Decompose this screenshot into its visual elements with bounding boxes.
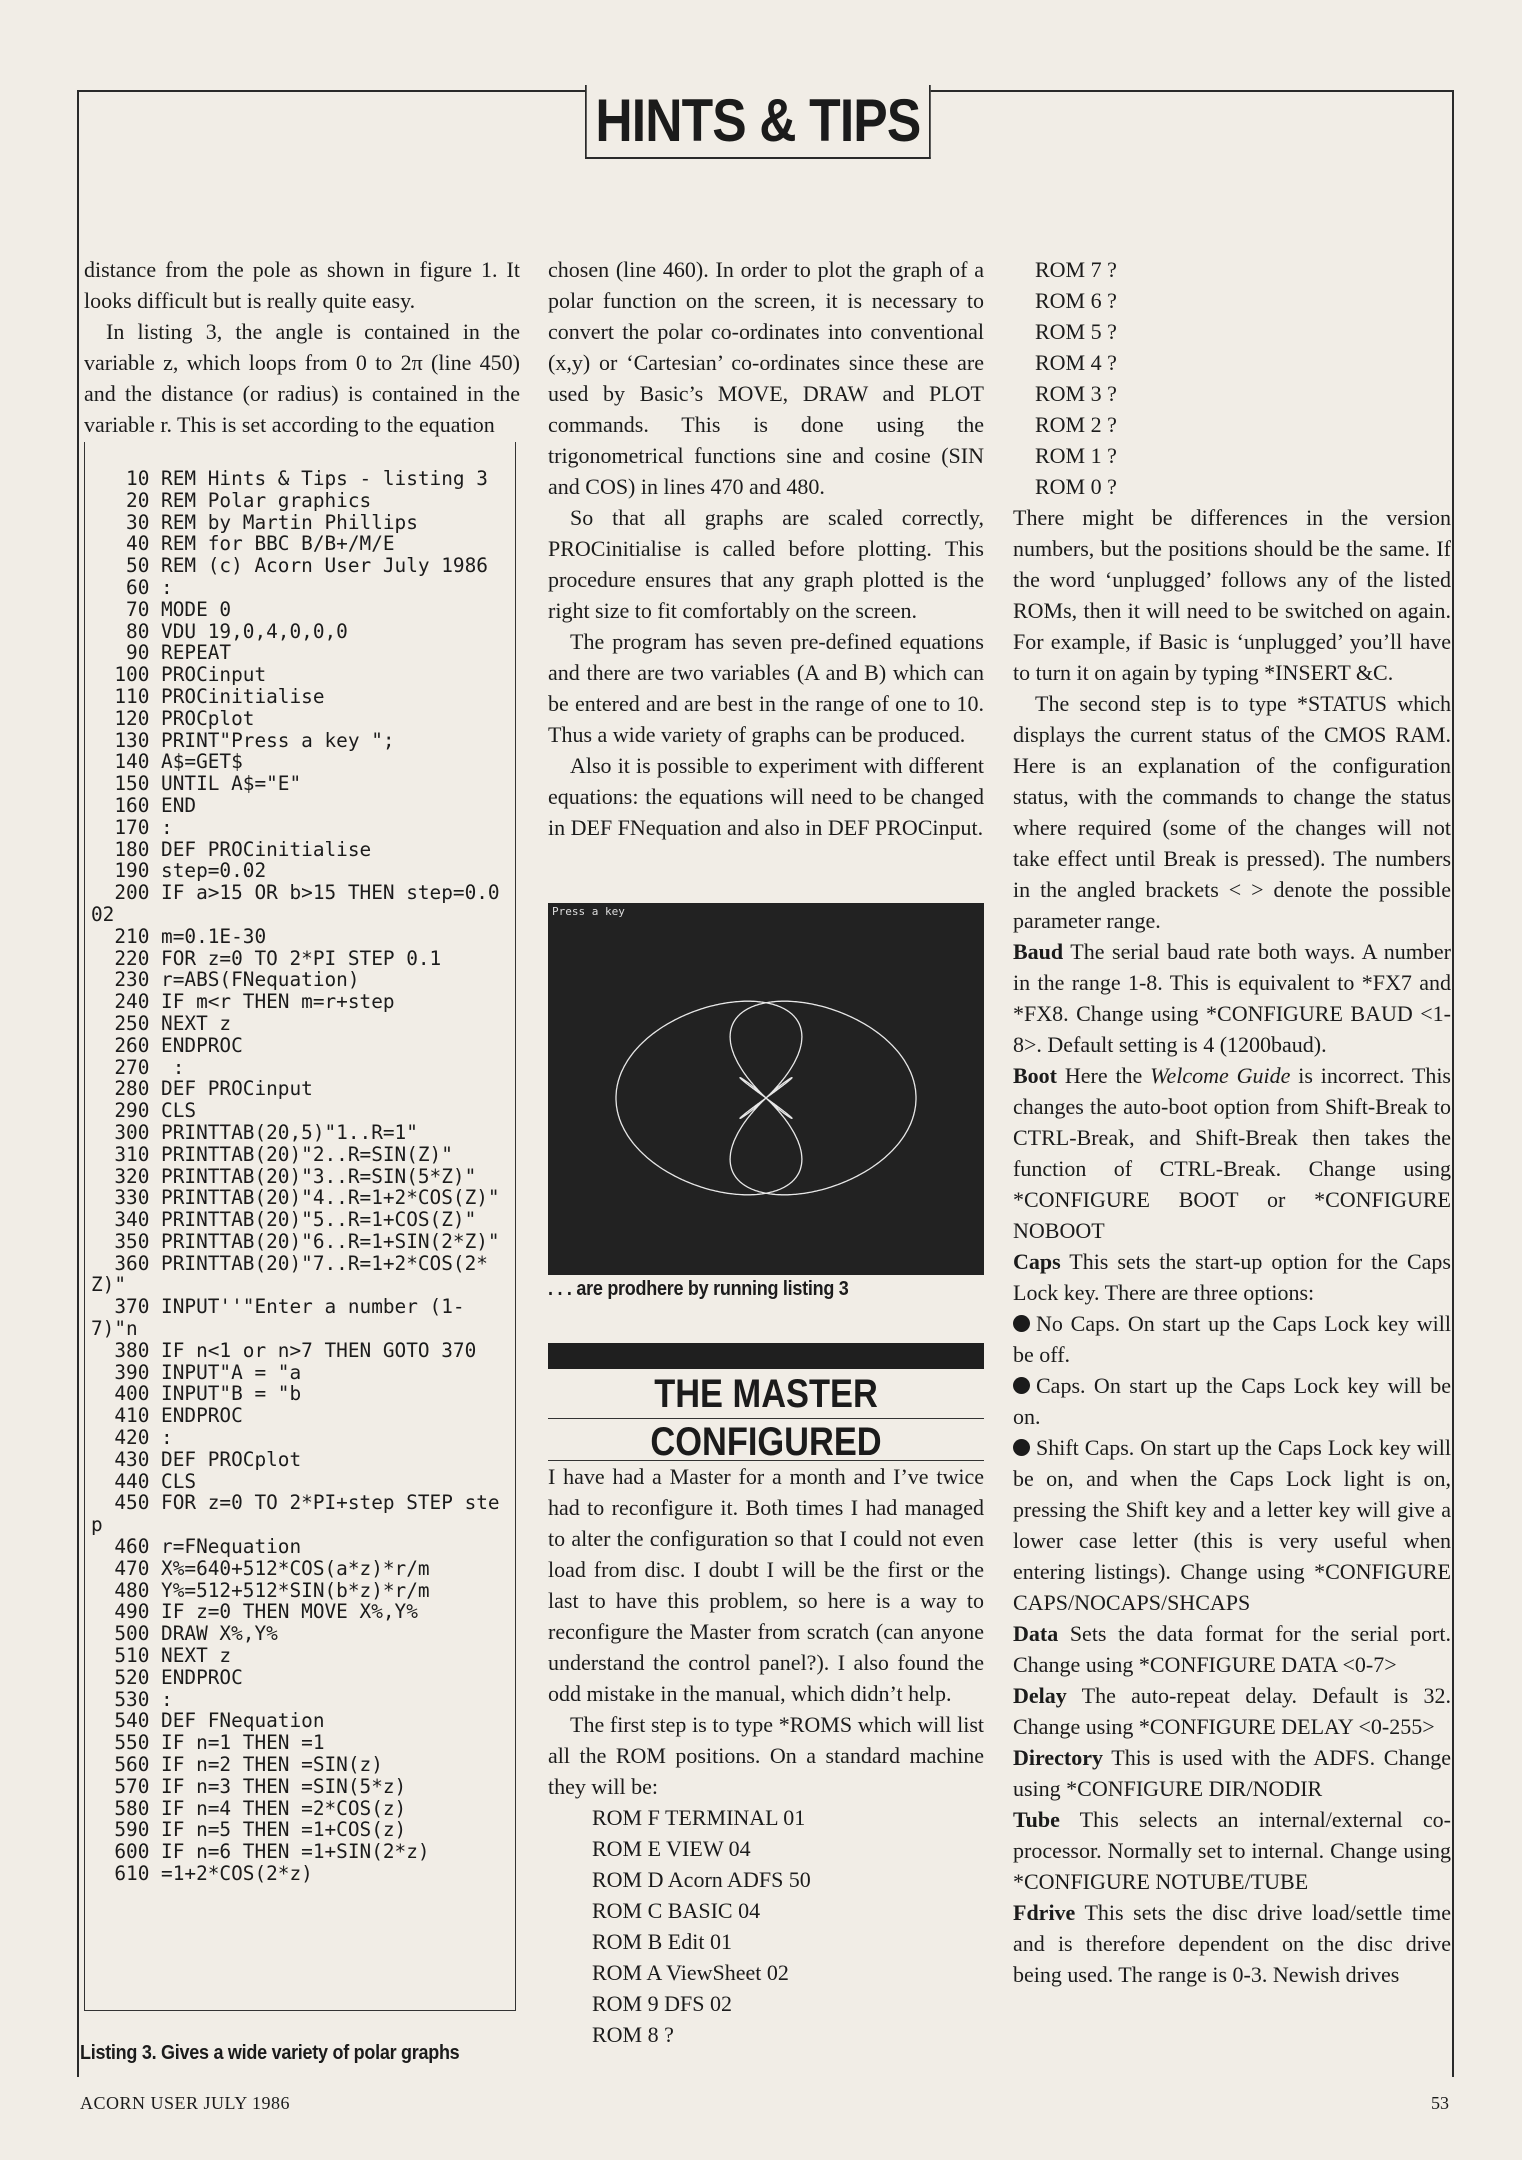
config-item-delay	[1013, 1680, 1451, 1742]
screen-prompt-text: Press a key	[552, 905, 625, 918]
footer-publication: ACORN USER JULY 1986	[80, 2093, 291, 2113]
rom-list-item: ROM 3 ?	[1035, 381, 1117, 406]
section-rule-bar	[548, 1343, 984, 1369]
code-listing-text: 10 REM Hints & Tips - listing 3 20 REM Polar graphics 30 REM by Martin Phillips 40 REM for BBC B/B+/M/E 50 REM (c) Acorn User July 1986 60 : 70 MODE 0 80 VDU 19,0,4,0,0,0 90 REPEAT 100 PROCinput 110 PROCinitialise 120 PROCplot 130 PRINT"Press a key "; 140 A$=GET$ 150 UNTIL A$="E" 160 END 170 : 180 DEF PROCinitialise 190 step=0.02 200 IF a>15 OR b>15 THEN step=0.002 210 m=0.1E-30 220 FOR z=0 TO 2*PI STEP 0.1 230 r=ABS(FNequation) 240 IF m<r THEN m=r+step 250 NEXT z 260 ENDPROC 270 : 280 DEF PROCinput 290 CLS 300 PRINTTAB(20,5)"1..R=1" 310 PRINTTAB(20)"2..R=SIN(Z)" 320 PRINTTAB(20)"3..R=SIN(5*Z)" 330 PRINTTAB(20)"4..R=1+2*COS(Z)" 340 PRINTTAB(20)"5..R=1+COS(Z)" 350 PRINTTAB(20)"6..R=1+SIN(2*Z)" 360 PRINTTAB(20)"7..R=1+2*COS(2*Z)" 370 INPUT''"Enter a number (1-7)"n 380 IF n<1 or n>7 THEN GOTO 370 390 INPUT"A = "a 400 INPUT"B = "b 410 ENDPROC 420 : 430 DEF PROCplot 440 CLS 450 FOR z=0 TO 2*PI+step STEP step 460 r=FNequation 470 X%=640+512*COS(a*z)*r/m 480 Y%=512+512*SIN(b*z)*r/m 490 IF z=0 THEN MOVE X%,Y% 500 DRAW X%,Y% 510 NEXT z 520 ENDPROC 530 : 540 DEF FNequation 550 IF n=1 THEN =1 560 IF n=2 THEN =SIN(z) 570 IF n=3 THEN =SIN(5*z) 580 IF n=4 THEN =2*COS(z) 590 IF n=5 THEN =1+COS(z) 600 IF n=6 THEN =1+SIN(2*z) 610 =1+2*COS(2*z)	[91, 467, 500, 1885]
rom-list	[1013, 254, 1451, 502]
config-heading: Delay	[1013, 1683, 1067, 1708]
article-title-line: THE MASTER	[654, 1372, 878, 1416]
rom-list-item: ROM F TERMINAL 01	[592, 1805, 806, 1830]
polar-graph-screenshot	[548, 903, 984, 1275]
config-item-boot	[1013, 1060, 1451, 1246]
config-item-data	[1013, 1618, 1451, 1680]
config-item-fdrive	[1013, 1897, 1451, 1990]
listing-caption: Listing 3. Gives a wide variety of polar graphs	[80, 2042, 463, 2065]
config-item-directory	[1013, 1742, 1451, 1804]
divider	[548, 1418, 984, 1419]
config-heading: Caps	[1013, 1249, 1061, 1274]
rom-list-item: ROM 5 ?	[1035, 319, 1117, 344]
rom-list-item: ROM 4 ?	[1035, 350, 1117, 375]
config-item-caps	[1013, 1246, 1451, 1308]
rom-list-item: ROM E VIEW 04	[592, 1836, 751, 1861]
polar-curve-drawing	[548, 903, 984, 1275]
config-heading: Fdrive	[1013, 1900, 1076, 1925]
body-paragraph: Also it is possible to experiment with different equations: the equations will need to be changed in DEF FNequation and also in DEF PROCinput.	[548, 753, 984, 840]
rom-list-item: ROM 7 ?	[1035, 257, 1117, 282]
config-text: The auto-repeat delay. Default is 32. Change using *CONFIGURE DELAY <0-255>	[1013, 1683, 1451, 1739]
config-heading: Tube	[1013, 1807, 1060, 1832]
config-heading: Directory	[1013, 1745, 1103, 1770]
config-text: This sets the start-up option for the Caps Lock key. There are three options:	[1013, 1249, 1451, 1305]
body-paragraph: In listing 3, the angle is contained in the variable z, which loops from 0 to 2π (line 450) and the distance (or radius) is contained in the variable r. This is set according to the equation	[84, 319, 520, 437]
column-3	[1013, 254, 1451, 1990]
config-text: No Caps. On start up the Caps Lock key will be off.	[1013, 1311, 1451, 1367]
config-text: Caps. On start up the Caps Lock key will be on.	[1013, 1373, 1451, 1429]
config-text: The serial baud rate both ways. A number in the range 1-8. This is equivalent to *FX7 and *FX8. Change using *CONFIGURE BAUD <1-8>. Default setting is 4 (1200baud).	[1013, 939, 1451, 1057]
bullet-icon	[1013, 1439, 1030, 1456]
section-title: HINTS & TIPS	[585, 85, 931, 159]
config-text: This sets the disc drive load/settle time and is therefore dependent on the disc drive being used. The range is 0-3. Newish drives	[1013, 1900, 1451, 1987]
config-item-baud	[1013, 936, 1451, 1060]
rom-list-item: ROM 2 ?	[1035, 412, 1117, 437]
rom-list-item: ROM B Edit 01	[592, 1929, 732, 1954]
body-paragraph: There might be differences in the version numbers, but the positions should be the same. If the word ‘unplugged’ follows any of the listed ROMs, then it will need to be switched on again. For example, if Basic is ‘unplugged’ you’ll have to turn it on again by typing *INSERT &C.	[1013, 505, 1451, 685]
body-paragraph: The first step is to type *ROMS which will list all the ROM positions. On a standard machine they will be:	[548, 1712, 984, 1799]
rom-list-item: ROM 6 ?	[1035, 288, 1117, 313]
body-paragraph: So that all graphs are scaled correctly, PROCinitialise is called before plotting. This procedure ensures that any graph plotted is the right size to fit comfortably on the screen.	[548, 505, 984, 623]
rom-list-item: ROM A ViewSheet 02	[592, 1960, 789, 1985]
rom-list	[548, 1802, 984, 2050]
bullet-icon	[1013, 1315, 1030, 1332]
body-paragraph: distance from the pole as shown in figure 1. It looks difficult but is really quite easy.	[84, 257, 520, 313]
config-text: is incorrect. This changes the auto-boot option from Shift-Break to CTRL-Break, and Shift-Break then takes the function of CTRL-Break. Change using *CONFIGURE BOOT or *CONFIGURE NOBOOT	[1013, 1063, 1451, 1243]
body-paragraph: The second step is to type *STATUS which displays the current status of the CMOS RAM. Here is an explanation of the configuration status, with the commands to change the status where required (some of the changes will not take effect until Break is pressed). The numbers in the angled brackets < > denote the possible parameter range.	[1013, 691, 1451, 933]
body-paragraph: I have had a Master for a month and I’ve twice had to reconfigure it. Both times I had managed to alter the configuration so that I could not even load from disc. I doubt I will be the first or the last to have this problem, so here is a way to reconfigure the Master from scratch (can anyone understand the control panel?). I also found the odd mistake in the manual, which didn’t help.	[548, 1464, 984, 1706]
master-article-body	[548, 1461, 984, 2050]
column-1	[84, 254, 520, 440]
article-title-line: CONFIGURED	[650, 1420, 882, 1464]
rom-list-item: ROM 8 ?	[592, 2022, 674, 2047]
config-text: This is used with the ADFS. Change using *CONFIGURE DIR/NODIR	[1013, 1745, 1451, 1801]
config-item-tube	[1013, 1804, 1451, 1897]
graph-caption: . . . are prodhere by running listing 3	[548, 1278, 849, 1300]
column-2	[548, 254, 984, 843]
config-text: Here the	[1057, 1063, 1151, 1088]
page-number: 53	[1431, 2093, 1449, 2113]
caps-option	[1013, 1308, 1451, 1370]
caps-option	[1013, 1370, 1451, 1432]
body-paragraph: The program has seven pre-defined equations and there are two variables (A and B) which can be entered and are best in the range of one to 10. Thus a wide variety of graphs can be produced.	[548, 629, 984, 747]
rom-list-item: ROM 9 DFS 02	[592, 1991, 732, 2016]
rom-list-item: ROM 1 ?	[1035, 443, 1117, 468]
rom-list-item: ROM C BASIC 04	[592, 1898, 761, 1923]
rom-list-item: ROM D Acorn ADFS 50	[592, 1867, 811, 1892]
config-heading: Data	[1013, 1621, 1059, 1646]
config-text-italic: Welcome Guide	[1150, 1063, 1291, 1088]
bullet-icon	[1013, 1377, 1030, 1394]
rom-list-item: ROM 0 ?	[1035, 474, 1117, 499]
config-text: Sets the data format for the serial port. Change using *CONFIGURE DATA <0-7>	[1013, 1621, 1451, 1677]
code-listing	[84, 442, 516, 2011]
body-paragraph: chosen (line 460). In order to plot the graph of a polar function on the screen, it is necessary to convert the polar co-ordinates into conventional (x,y) or ‘Cartesian’ co-ordinates since these are used by Basic’s MOVE, DRAW and PLOT commands. This is done using the trigonometrical functions sine and cosine (SIN and COS) in lines 470 and 480.	[548, 257, 984, 499]
config-heading: Boot	[1013, 1063, 1057, 1088]
caps-option	[1013, 1432, 1451, 1618]
config-text: Shift Caps. On start up the Caps Lock key will be on, and when the Caps Lock light is on, pressing the Shift key and a letter key will give a lower case letter (this is very useful when entering listings). Change using *CONFIGURE CAPS/NOCAPS/SHCAPS	[1013, 1435, 1451, 1615]
config-text: This selects an internal/external co-processor. Normally set to internal. Change using *CONFIGURE NOTUBE/TUBE	[1013, 1807, 1451, 1894]
config-heading: Baud	[1013, 939, 1064, 964]
